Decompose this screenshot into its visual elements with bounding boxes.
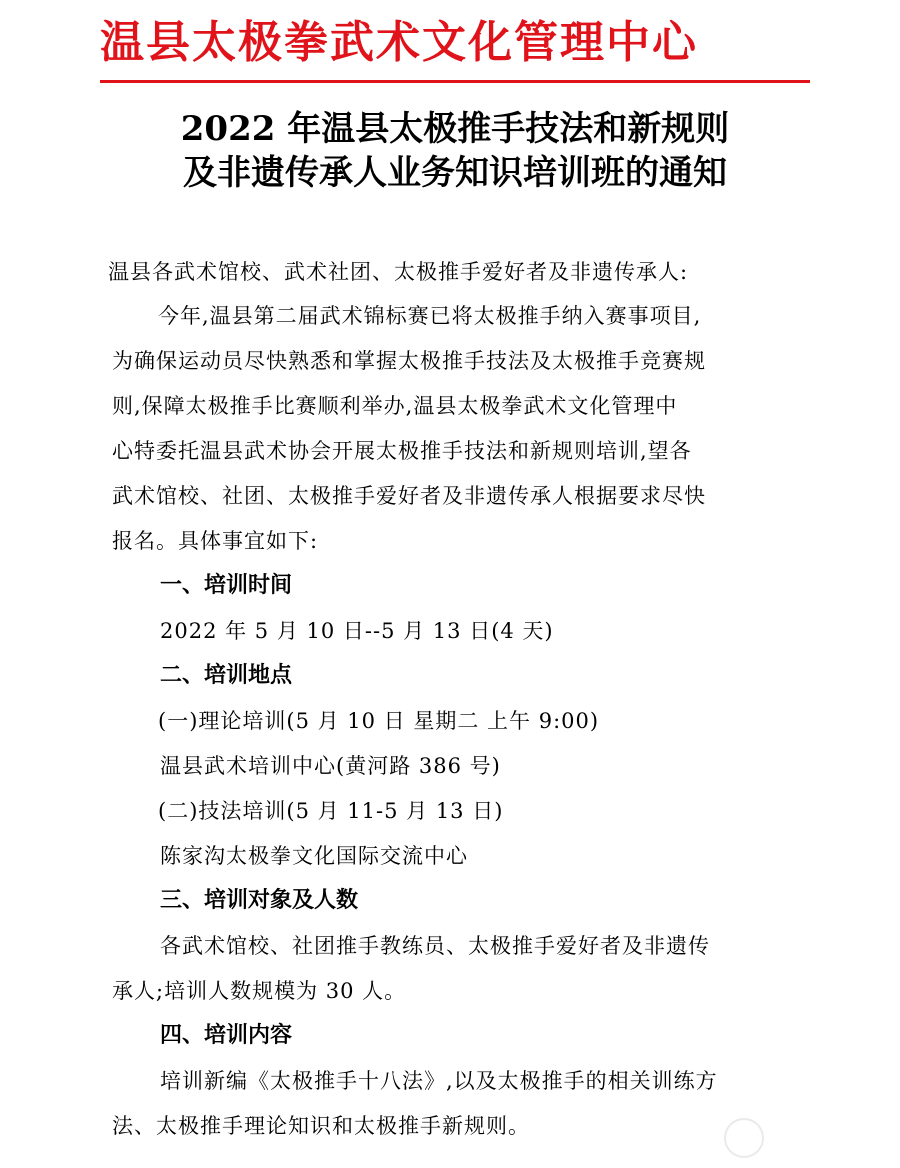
- letterhead-red-rule: [100, 80, 810, 83]
- section-heading-time: 一、培训时间: [160, 573, 293, 598]
- section-heading-content: 四、培训内容: [160, 1023, 293, 1048]
- intro-line: 为确保运动员尽快熟悉和掌握太极推手技法及太极推手竞赛规: [112, 349, 706, 373]
- content-line: 法、太极推手理论知识和太极推手新规则。: [112, 1114, 530, 1138]
- salutation: 温县各武术馆校、武术社团、太极推手爱好者及非遗传承人:: [108, 260, 689, 284]
- skills-training-place: 陈家沟太极拳文化国际交流中心: [160, 844, 468, 868]
- theory-training-place: 温县武术培训中心(黄河路 386 号): [160, 754, 501, 778]
- skills-training: (二)技法培训(5 月 11-5 月 13 日): [158, 799, 504, 823]
- participants-line: 承人;培训人数规模为 30 人。: [112, 979, 407, 1003]
- section-heading-participants: 三、培训对象及人数: [160, 888, 359, 913]
- section-heading-location: 二、培训地点: [160, 663, 293, 688]
- document-title-line-2: 及非遗传承人业务知识培训班的通知: [183, 153, 727, 193]
- watermark-icon: [724, 1118, 764, 1158]
- intro-line: 报名。具体事宜如下:: [112, 529, 319, 553]
- participants-line: 各武术馆校、社团推手教练员、太极推手爱好者及非遗传: [160, 934, 710, 958]
- intro-line: 心特委托温县武术协会开展太极推手技法和新规则培训,望各: [112, 439, 692, 463]
- theory-training: (一)理论培训(5 月 10 日 星期二 上午 9:00): [158, 709, 600, 733]
- training-dates: 2022 年 5 月 10 日--5 月 13 日(4 天): [160, 619, 554, 643]
- letterhead-org-name: 温县太极拳武术文化管理中心: [100, 17, 698, 68]
- content-line: 培训新编《太极推手十八法》,以及太极推手的相关训练方: [160, 1069, 718, 1093]
- document-title-line-1: 2022 年温县太极推手技法和新规则: [180, 109, 730, 149]
- intro-line: 今年,温县第二届武术锦标赛已将太极推手纳入赛事项目,: [158, 304, 702, 328]
- intro-line: 武术馆校、社团、太极推手爱好者及非遗传承人根据要求尽快: [112, 484, 706, 508]
- intro-line: 则,保障太极推手比赛顺利举办,温县太极拳武术文化管理中: [112, 394, 678, 418]
